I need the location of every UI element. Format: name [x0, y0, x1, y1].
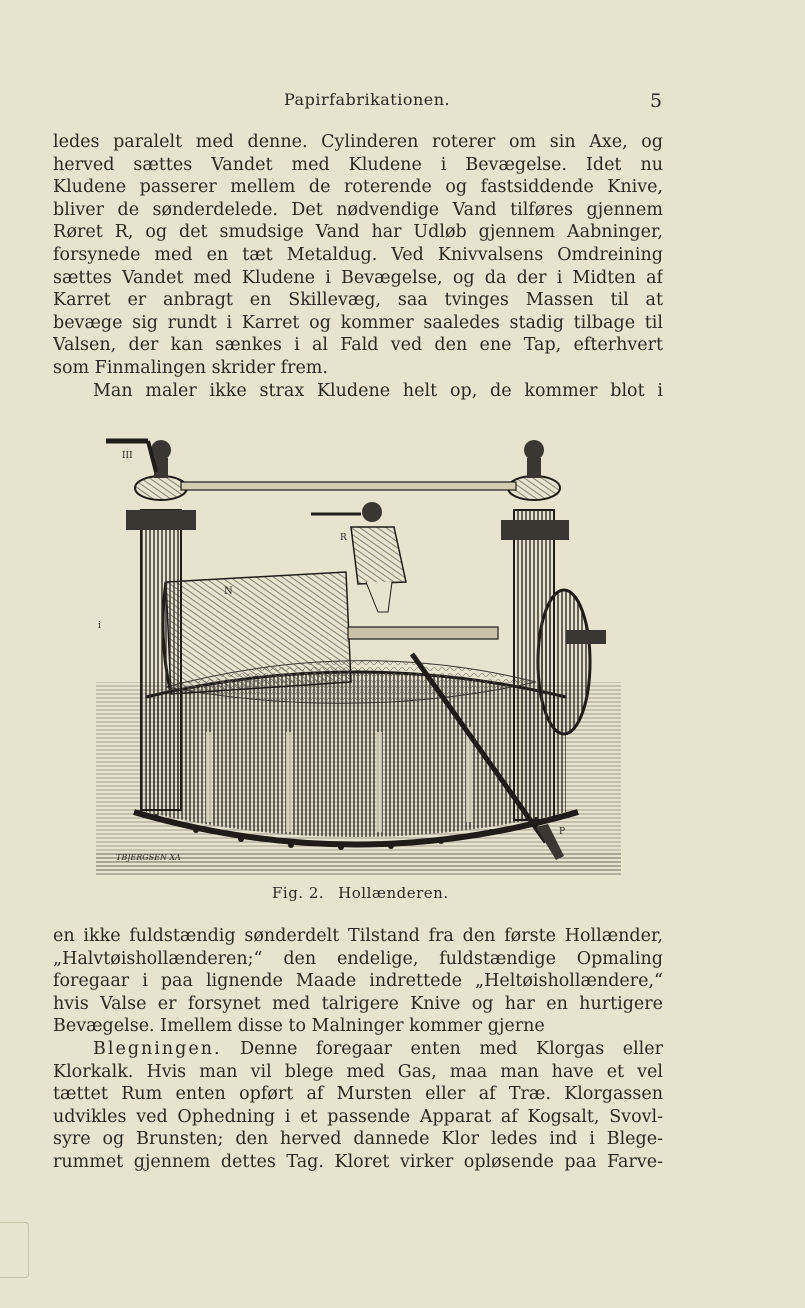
text-line: en ikke fuldstændig sønderdelt Tilstand fra den første Hollænder, — [53, 926, 663, 946]
text-line: hvis Valse er forsynet med talrigere Knive og har en hurtigere — [53, 993, 663, 1014]
text-block-bottom — [53, 925, 663, 1174]
hollander-illustration — [96, 432, 621, 877]
text-line: foregaar i paa lignende Maade indrettede „Heltøishollændere,“ — [53, 971, 663, 992]
label-n: N — [224, 586, 233, 597]
label-p: P — [559, 827, 566, 837]
text-line: Klorkalk. Hvis man vil blege med Gas, maa man have et vel — [53, 1061, 663, 1082]
text-line: Bevægelse. Imellem disse to Malninger kommer gjerne — [53, 1016, 545, 1037]
text-line: Valsen, der kan sænkes i al Fald ved den ene Tap, efterhvert — [53, 335, 663, 356]
text-line: bevæge sig rundt i Karret og kommer saaledes stadig tilbage til — [53, 312, 663, 333]
label-iii: III — [122, 451, 133, 461]
section-heading: Blegningen. — [93, 1038, 222, 1059]
text-line: Karret er anbragt en Skillevæg, saa tvinges Massen til at — [53, 290, 663, 311]
text-line: sættes Vandet med Kludene i Bevægelse, og da der i Midten af — [53, 267, 663, 288]
text-line: som Finmalingen skrider frem. — [53, 357, 328, 378]
figure-title: Hollænderen. — [338, 884, 449, 902]
engraver-signature: TBJERGSEN XA — [116, 853, 181, 862]
text-line: tættet Rum enten opført af Mursten eller af Træ. Klorgassen — [53, 1084, 663, 1105]
text-line: Kludene passerer mellem de roterende og fastsiddende Knive, — [53, 177, 663, 198]
figure-caption — [272, 884, 463, 902]
text-line: rummet gjennem dettes Tag. Kloret virker opløsende paa Farve- — [53, 1151, 663, 1172]
text-line: ledes paralelt med denne. Cylinderen roterer om sin Axe, og — [53, 132, 663, 152]
section-text: Denne foregaar enten med Klorgas eller — [240, 1038, 663, 1059]
figure-number: Fig. 2. — [272, 884, 325, 902]
text-line: udvikles ved Ophedning i et passende Apparat af Kogsalt, Svovl- — [53, 1106, 663, 1127]
paragraph-start: Man maler ikke strax Kludene helt op, de kommer blot i — [93, 380, 663, 401]
text-line: forsynede med en tæt Metaldug. Ved Knivvalsens Omdreining — [53, 244, 663, 265]
text-line: Røret R, og det smudsige Vand har Udløb gjennem Aabninger, — [53, 222, 663, 243]
label-r: R — [340, 533, 347, 543]
hollander-engraving — [96, 432, 621, 877]
paragraph-start — [53, 1038, 663, 1061]
running-title: Papirfabrikationen. — [284, 90, 451, 109]
page-edge-mark — [0, 1222, 29, 1278]
text-block-top — [53, 131, 663, 402]
page-number: 5 — [650, 90, 663, 112]
text-line: syre og Brunsten; den herved dannede Klor ledes ind i Blege- — [53, 1129, 663, 1150]
text-line: „Halvtøishollænderen;“ den endelige, fuldstændige Opmaling — [53, 948, 663, 969]
text-line: herved sættes Vandet med Kludene i Bevægelse. Idet nu — [53, 154, 663, 175]
text-line: bliver de sønderdelede. Det nødvendige Vand tilføres gjennem — [53, 199, 663, 220]
label-i: i — [98, 621, 101, 631]
